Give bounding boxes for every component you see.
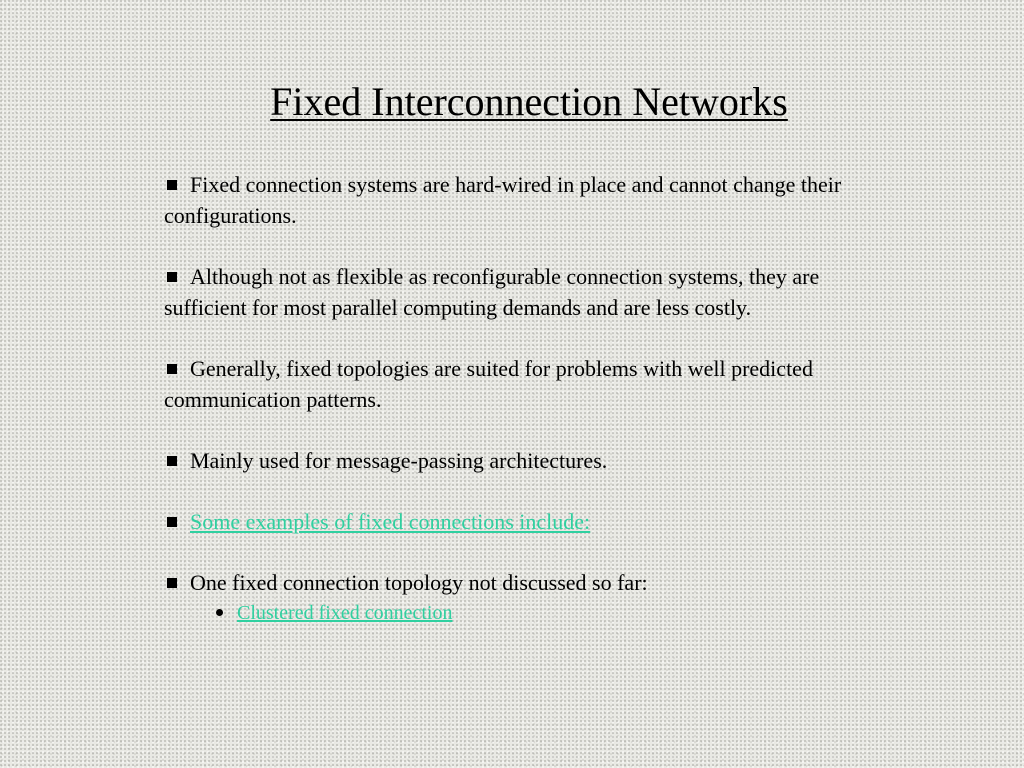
bullet-text: Generally, fixed topologies are suited for problems with well predicted communication patterns. xyxy=(164,356,813,412)
square-bullet-icon xyxy=(167,272,177,282)
bullet-item xyxy=(164,261,854,323)
square-bullet-icon xyxy=(167,364,177,374)
bullet-text: One fixed connection topology not discussed so far: xyxy=(190,570,648,595)
bullet-item xyxy=(164,353,854,415)
square-bullet-icon xyxy=(167,578,177,588)
bullet-text: Although not as flexible as reconfigurable connection systems, they are sufficient for most parallel computing demands and are less costly. xyxy=(164,264,820,320)
bullet-list xyxy=(164,169,854,629)
round-bullet-icon xyxy=(216,609,223,616)
bullet-item xyxy=(164,169,854,231)
square-bullet-icon xyxy=(167,456,177,466)
clustered-fixed-connection-link[interactable]: Clustered fixed connection xyxy=(237,602,453,624)
bullet-item xyxy=(164,506,854,537)
slide-title: Fixed Interconnection Networks xyxy=(270,79,788,124)
bullet-item xyxy=(164,445,854,476)
square-bullet-icon xyxy=(167,180,177,190)
square-bullet-icon xyxy=(167,517,177,527)
sub-bullet-item xyxy=(216,598,854,629)
bullet-text: Fixed connection systems are hard-wired in place and cannot change their configurations. xyxy=(164,172,842,228)
bullet-text: Mainly used for message-passing architectures. xyxy=(190,448,608,473)
sub-bullet-list xyxy=(164,598,854,629)
examples-link[interactable]: Some examples of fixed connections include: xyxy=(190,509,591,534)
bullet-item xyxy=(164,567,854,629)
